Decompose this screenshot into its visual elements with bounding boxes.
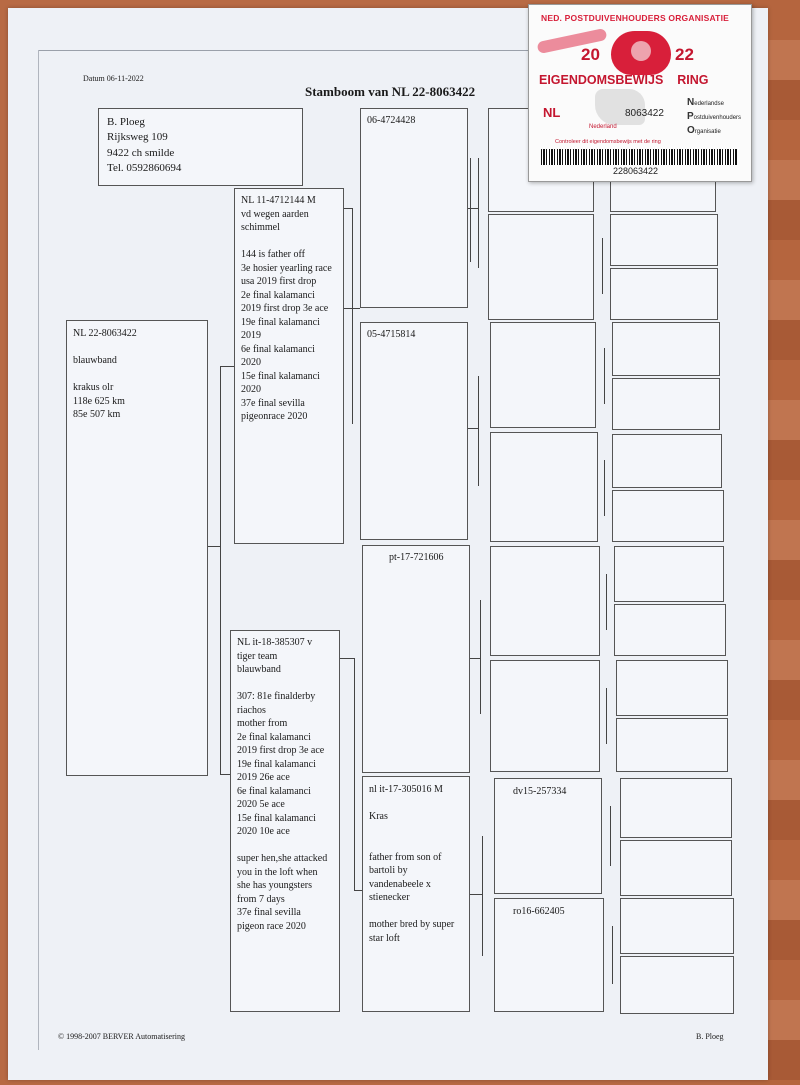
connector [468,428,478,429]
footer-copyright: © 1998-2007 BERVER Automatisering [58,1032,185,1041]
barcode [541,149,737,165]
owner-name: B. Ploeg [107,116,145,128]
grandparent-box-1 [360,108,468,308]
gggp-box-5 [612,378,720,430]
lion-crest-icon [611,31,671,75]
sire-box [234,188,344,544]
gggp-box-11 [616,718,728,772]
connector [468,208,478,209]
connector [482,836,483,956]
certificate-control-text: Controleer dit eigendomsbewijs met de ring [555,139,661,145]
ownership-certificate [528,4,752,182]
owner-box [98,108,303,186]
connector [344,308,360,309]
connector [220,366,221,774]
connector [480,600,481,714]
connector [478,158,479,268]
ggp-box-3 [490,322,596,428]
gggp-box-6 [612,434,722,488]
connector [604,460,605,516]
date-label: Datum 06-11-2022 [83,74,144,83]
certificate-ring-number: 8063422 [625,108,664,119]
certificate-band-left: EIGENDOMSBEWIJS [539,73,664,87]
connector [354,658,355,890]
gggp-box-15 [620,956,734,1014]
ggp-box-2 [488,214,594,320]
connector [478,376,479,486]
pigeon-details: NL 22-8063422 blauwband krakus olr 118e 625 km 85e 507 km [73,328,137,420]
connector [606,688,607,744]
left-border-line [38,50,39,1050]
npo-line-o: Organisatie [687,125,721,136]
certificate-year-right: 22 [675,45,694,64]
connector [470,158,471,262]
footer-owner: B. Ploeg [696,1032,724,1041]
connector [606,574,607,630]
connector [352,208,353,424]
npo-line-n: Nederlandse [687,97,724,108]
ggp-box-5 [490,546,600,656]
connector [344,208,352,209]
ggp-box-7 [494,778,602,894]
gggp-box-4 [612,322,720,376]
gggp-box-7 [612,490,724,542]
connector [470,894,482,895]
gggp-box-10 [616,660,728,716]
gggp-box-13 [620,840,732,896]
netherlands-map-icon [595,89,645,125]
certificate-band-right: RING [677,73,709,87]
connector [354,890,362,891]
connector [612,926,613,984]
gggp-box-8 [614,546,724,602]
ggp-8-ring: ro16-662405 [513,906,565,917]
gggp-box-14 [620,898,734,954]
gggp-box-2 [610,214,718,266]
owner-street: Rijksweg 109 [107,131,168,144]
page-title: Stamboom van NL 22-8063422 [305,84,476,99]
grandparent-1-ring: 06-4724428 [367,115,416,126]
gggp-box-3 [610,268,718,320]
ggp-box-6 [490,660,600,772]
connector [340,658,354,659]
grandparent-3-ring: pt-17-721606 [389,552,444,563]
grandparent-4-details: nl it-17-305016 M Kras father from son of bartoli by vandenabeele x stienecker mother bred by super star loft [369,784,455,944]
grandparent-box-4 [362,776,470,1012]
certificate-country: NL [543,105,561,120]
grandparent-2-ring: 05-4715814 [367,329,416,340]
grandparent-box-3 [362,545,470,773]
ggp-box-4 [490,432,598,542]
certificate-nederland: Nederland [589,124,617,130]
pigeon-box [66,320,208,776]
connector [220,366,234,367]
connector [470,658,480,659]
gggp-box-9 [614,604,726,656]
sire-details: NL 11-4712144 M vd wegen aarden schimmel 144 is father off 3e hosier yearling race usa 2019 first drop 2e final kalamanci 2019 first drop 3e ace 19e final kalamanci 2019 6e final kalamanci 2020 15e final kalamanci 2020 37e final sevilla pigeonrace 2020 [241,195,332,422]
npo-line-p: Postduivenhouders [687,111,742,122]
certificate-band-title [539,73,708,87]
connector [220,774,230,775]
connector [604,348,605,404]
ggp-box-8 [494,898,604,1012]
connector [610,806,611,866]
gggp-box-12 [620,778,732,838]
connector [602,238,603,294]
certificate-year-left: 20 [581,45,600,64]
dam-details: NL it-18-385307 v tiger team blauwband 307: 81e finalderby riachos mother from 2e final kalamanci 2019 first drop 3e ace 19e final kalamanci 2019 26e ace 6e final kalamanci 2020 5e ace 15e final kalamanci 2020 10e ace super hen,she attacked you in the loft when she has youngsters from 7 days 37e final sevilla pigeon race 2020 [237,637,328,932]
barcode-number: 228063422 [613,166,659,176]
ggp-7-ring: dv15-257334 [513,786,567,797]
dam-box [230,630,340,1012]
owner-city: 9422 ch smilde [107,146,175,159]
certificate-organisation: NED. POSTDUIVENHOUDERS ORGANISATIE [541,13,729,23]
owner-phone: Tel. 0592860694 [107,162,182,175]
grandparent-box-2 [360,322,468,540]
connector [208,546,220,547]
